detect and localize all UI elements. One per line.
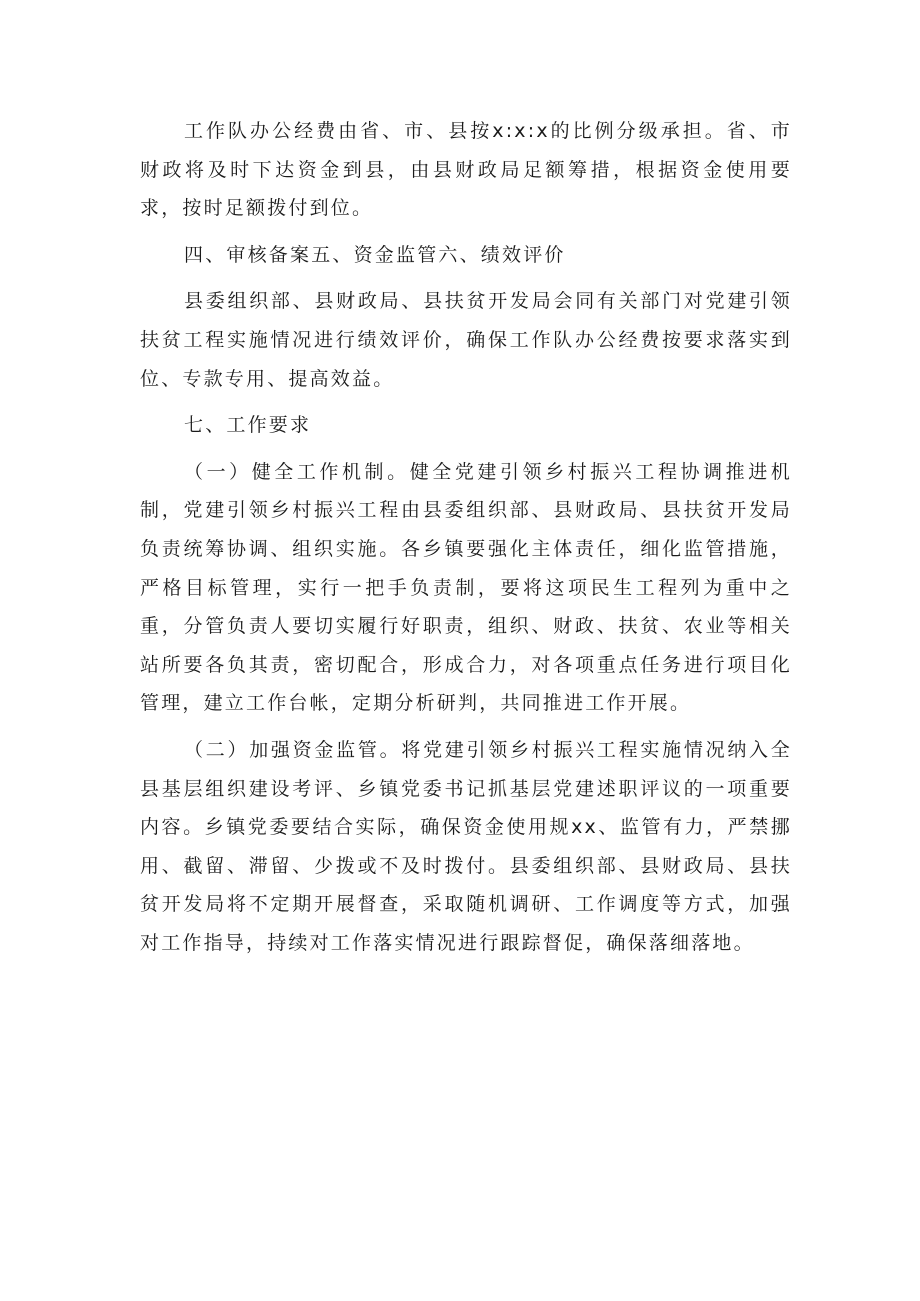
section-heading-review-supervision-evaluation: 四、审核备案五、资金监管六、绩效评价 bbox=[184, 243, 566, 266]
document-body bbox=[140, 112, 792, 962]
paragraph-fund-supervision: （二）加强资金监管。将党建引领乡村振兴工程实施情况纳入全县基层组织建设考评、乡镇党委书记抓基层党建述职评议的一项重要内容。乡镇党委要结合实际，确保资金使用规xx、监管有力，严禁挪用、截留、滞留、少拨或不及时拨付。县委组织部、县财政局、县扶贫开发局将不定期开展督查，采取随机调研、工作调度等方式，加强对工作指导，持续对工作落实情况进行跟踪督促，确保落细落地。 bbox=[140, 738, 792, 954]
section-heading-work-requirements: 七、工作要求 bbox=[184, 414, 312, 437]
paragraph-performance-evaluation: 县委组织部、县财政局、县扶贫开发局会同有关部门对党建引领扶贫工程实施情况进行绩效评价，确保工作队办公经费按要求落实到位、专款专用、提高效益。 bbox=[140, 290, 792, 390]
paragraph-funding-share: 工作队办公经费由省、市、县按x:x:x的比例分级承担。省、市财政将及时下达资金到县，由县财政局足额筹措，根据资金使用要求，按时足额拨付到位。 bbox=[140, 120, 792, 220]
paragraph-work-mechanism: （一）健全工作机制。健全党建引领乡村振兴工程协调推进机制，党建引领乡村振兴工程由县委组织部、县财政局、县扶贫开发局负责统筹协调、组织实施。各乡镇要强化主体责任，细化监管措施，严格目标管理，实行一把手负责制，要将这项民生工程列为重中之重，分管负责人要切实履行好职责，组织、财政、扶贫、农业等相关站所要各负其责，密切配合，形成合力，对各项重点任务进行项目化管理，建立工作台帐，定期分析研判，共同推进工作开展。 bbox=[140, 460, 792, 715]
